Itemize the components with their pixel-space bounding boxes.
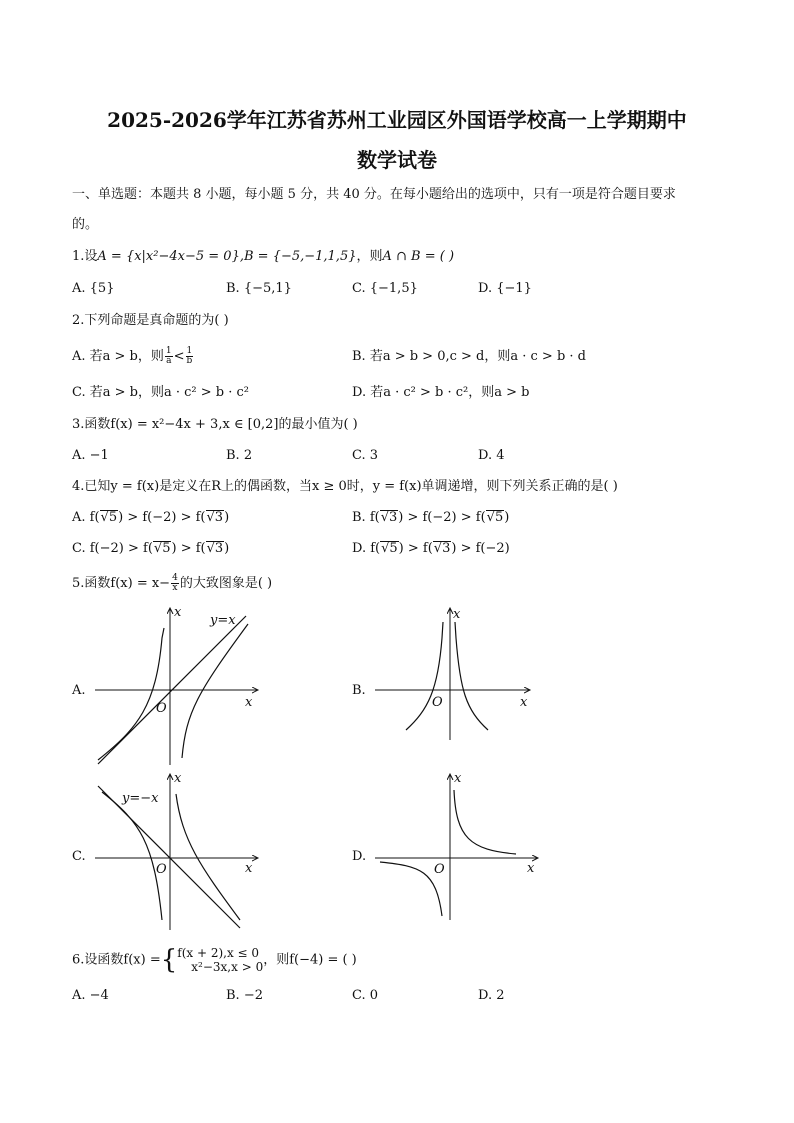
axis-label-y: x — [174, 605, 182, 620]
q4-b-root1: √3 — [380, 510, 398, 525]
q1-expr: A ∩ B = ( ) — [382, 249, 455, 264]
q2-a-text: A. 若a > b，则 — [72, 349, 164, 364]
q4-d-p1: D. f( — [352, 541, 381, 556]
q5-label-b[interactable]: B. — [352, 683, 366, 698]
q4-option-a[interactable] — [72, 510, 229, 526]
graph-d[interactable] — [370, 770, 545, 930]
q2-a-frac2: $\frac{1}{b}$ — [186, 346, 193, 366]
q3-option-b[interactable]: B. 2 — [226, 448, 253, 463]
q5-label-a[interactable]: A. — [72, 683, 86, 698]
question-4: 4.已知y = f(x)是定义在R上的偶函数，当x ≥ 0时，y = f(x)单调递增，则下列关系正确的是( ) — [72, 479, 618, 494]
q2-option-d[interactable]: D. 若a · c² > b · c²，则a > b — [352, 385, 530, 400]
axis-label-y: x — [454, 771, 462, 786]
axis-label-y: x — [453, 607, 461, 622]
section-instructions: 一、单选题：本题共 8 小题，每小题 5 分，共 40 分。在每小题给出的选项中，只有一项是符合题目要求 — [72, 187, 676, 202]
curve-left — [406, 622, 443, 730]
q4-c-root1: √5 — [153, 541, 171, 556]
q6-option-c[interactable]: C. 0 — [352, 988, 379, 1003]
q6-brace: { — [160, 945, 178, 975]
q6-piece2: x²−3x,x > 0 — [191, 960, 264, 974]
axis-label-x: x — [527, 861, 535, 876]
graph-a[interactable] — [90, 600, 270, 770]
q6-option-d[interactable]: D. 2 — [478, 988, 505, 1003]
q4-b-root2: √5 — [486, 510, 504, 525]
axis-label-x: x — [245, 861, 253, 876]
q6-suffix: ，则f(−4) = ( ) — [263, 952, 357, 968]
q4-d-p2: ) > f( — [398, 541, 433, 556]
question-3: 3.函数f(x) = x²−4x + 3,x ∈ [0,2]的最小值为( ) — [72, 417, 358, 432]
q4-a-root1: √5 — [100, 510, 118, 525]
q6-piecewise — [177, 946, 263, 974]
q4-d-p3: ) > f(−2) — [451, 541, 510, 556]
graph-c[interactable] — [90, 770, 270, 935]
q6-option-b[interactable]: B. −2 — [226, 988, 263, 1003]
q4-a-p2: ) > f(−2) > f( — [118, 510, 206, 525]
q6-piece1: f(x + 2),x ≤ 0 — [177, 946, 260, 960]
curve-right — [176, 794, 240, 920]
q5-label-c[interactable]: C. — [72, 849, 86, 864]
q1-sets: A = {x|x²−4x−5 = 0},B = {−5,−1,1,5} — [97, 249, 357, 264]
q3-option-d[interactable]: D. 4 — [478, 448, 505, 463]
q6-prefix: 6.设函数f(x) = — [72, 952, 161, 968]
curve-right — [454, 790, 516, 854]
q3-option-a[interactable]: A. −1 — [72, 448, 109, 463]
q5-suffix: 的大致图象是( ) — [179, 576, 273, 591]
q5-label-d[interactable]: D. — [352, 849, 367, 864]
q1-mid: ，则 — [356, 249, 383, 264]
curve-right — [182, 624, 248, 758]
graph-b[interactable] — [370, 600, 540, 750]
origin-label: O — [434, 862, 445, 877]
q1-option-a[interactable]: A. {5} — [72, 281, 115, 296]
q2-option-b[interactable]: B. 若a > b > 0,c > d，则a · c > b · d — [352, 349, 586, 364]
question-5 — [72, 572, 272, 596]
curve-left — [102, 792, 162, 920]
curve-right — [455, 622, 488, 730]
q4-b-p1: B. f( — [352, 510, 380, 525]
origin-label: O — [432, 695, 443, 710]
exam-title-line2: 数学试卷 — [357, 148, 437, 172]
q5-frac: $\frac{4}{x}$ — [172, 573, 178, 593]
q4-b-p2: ) > f(−2) > f( — [398, 510, 486, 525]
q4-d-root1: √5 — [381, 541, 398, 556]
q4-c-root2: √3 — [206, 541, 224, 556]
section-instructions-cont: 的。 — [72, 217, 99, 232]
q1-option-d[interactable]: D. {−1} — [478, 281, 532, 296]
q2-option-c[interactable]: C. 若a > b，则a · c² > b · c² — [72, 385, 249, 400]
q1-option-b[interactable]: B. {−5,1} — [226, 281, 292, 296]
origin-label: O — [156, 701, 167, 716]
q4-option-c[interactable] — [72, 541, 229, 557]
q2-a-frac1: $\frac{1}{a}$ — [165, 346, 172, 366]
q4-a-root2: √3 — [206, 510, 224, 525]
q1-prefix: 1.设 — [72, 249, 98, 264]
q2-option-a[interactable] — [72, 345, 194, 369]
axis-label-x: x — [520, 695, 528, 710]
origin-label: O — [156, 862, 167, 877]
q2-a-lt: < — [173, 349, 185, 364]
axis-label-y: x — [174, 771, 182, 786]
axis-label-x: x — [245, 695, 253, 710]
line-label: y=x — [210, 613, 236, 628]
q4-c-p3: ) — [224, 541, 230, 556]
q3-option-c[interactable]: C. 3 — [352, 448, 379, 463]
q1-option-c[interactable]: C. {−1,5} — [352, 281, 418, 296]
exam-title-line1: 2025-2026学年江苏省苏州工业园区外国语学校高一上学期期中 — [107, 108, 687, 132]
curve-left — [98, 628, 164, 760]
q4-a-p3: ) — [224, 510, 230, 525]
q4-option-b[interactable] — [352, 510, 509, 526]
q4-b-p3: ) — [504, 510, 510, 525]
q5-prefix: 5.函数f(x) = x− — [72, 576, 171, 591]
q4-a-p1: A. f( — [72, 510, 100, 525]
question-1 — [72, 249, 454, 265]
question-2: 2.下列命题是真命题的为( ) — [72, 313, 229, 328]
curve-left — [380, 862, 442, 916]
q4-d-root2: √3 — [433, 541, 451, 556]
q6-option-a[interactable]: A. −4 — [72, 988, 109, 1003]
question-6 — [72, 946, 357, 974]
q4-c-p1: C. f(−2) > f( — [72, 541, 153, 556]
q4-option-d[interactable] — [352, 541, 510, 557]
q4-c-p2: ) > f( — [171, 541, 206, 556]
line-label: y=−x — [122, 791, 159, 806]
